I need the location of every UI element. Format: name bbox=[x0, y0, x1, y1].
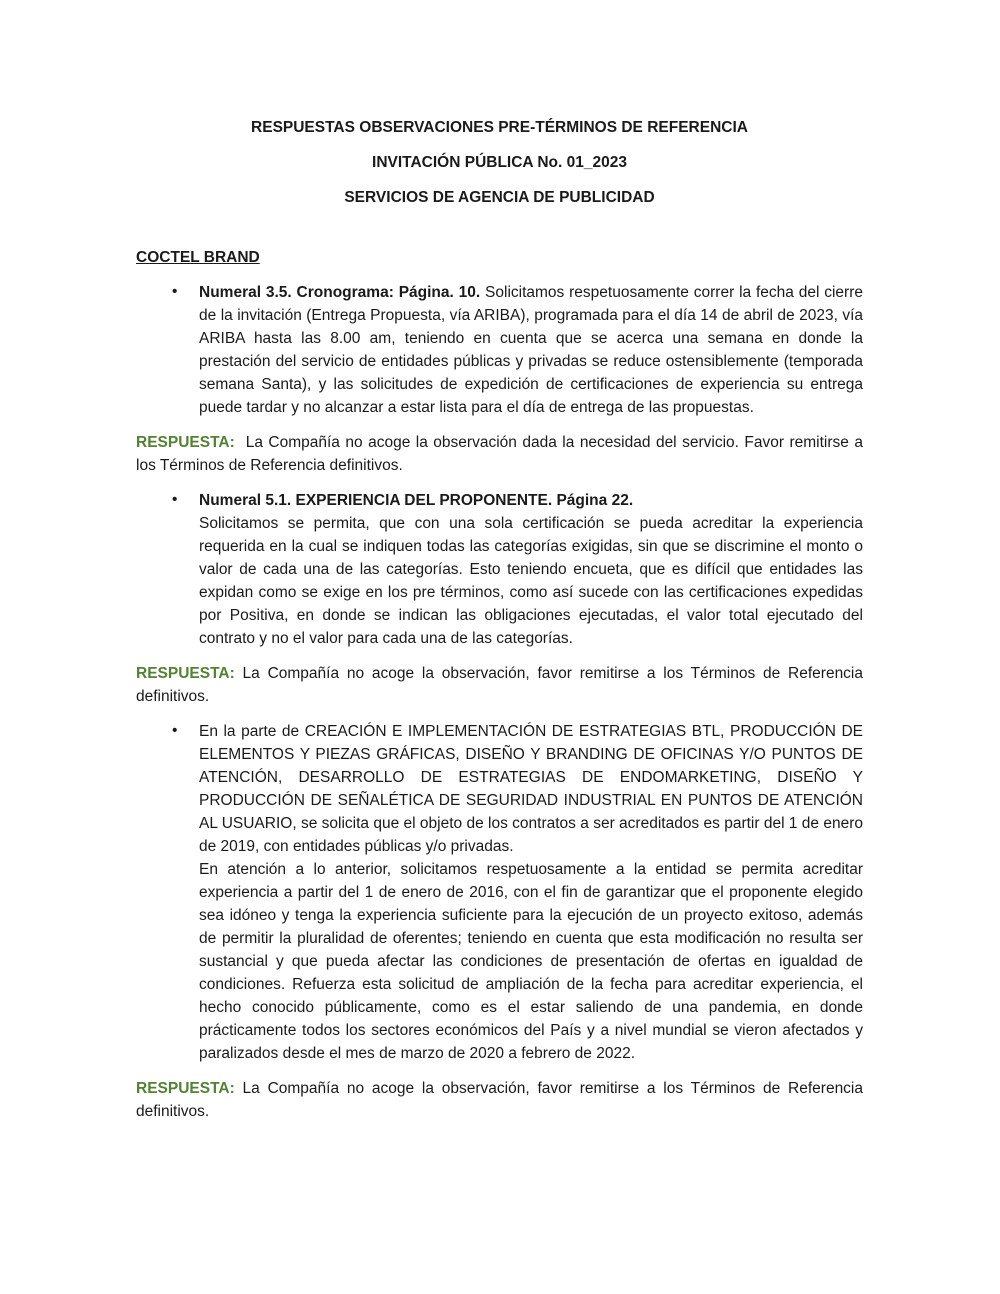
response-1-body: La Compañía no acoge la observación dada la necesidad del servicio. Favor remitirse a los Términos de Referencia definitivos. bbox=[136, 434, 863, 474]
document-header bbox=[136, 116, 863, 209]
bullet-icon: • bbox=[172, 722, 178, 739]
observation-item-3 bbox=[136, 720, 863, 1065]
observation-3-body-part-2: En atención a lo anterior, solicitamos respetuosamente a la entidad se permita acreditar experiencia a partir del 1 de enero de 2016, con el fin de garantizar que el proponente elegido sea idóneo y tenga la experiencia suficiente para la ejecución de un proyecto exitoso, además de permitir la pluralidad de oferentes; teniendo en cuenta que esta modificación no resulta ser sustancial y que pueda afectar las condiciones de presentación de ofertas en igualdad de condiciones. Refuerza esta solicitud de ampliación de la fecha para acreditar experiencia, el hecho conocido públicamente, como es el estar saliendo de una pandemia, en donde prácticamente todos los sectores económicos del País y a nivel mundial se vieron afectados y paralizados desde el mes de marzo de 2020 a febrero de 2022. bbox=[199, 861, 863, 1062]
response-2-label: RESPUESTA: bbox=[136, 665, 235, 682]
observation-2-body: Solicitamos se permita, que con una sola certificación se pueda acreditar la experiencia requerida en la cual se indiquen todas las categorías exigidas, sin que se discrimine el monto o valor de cada una de las categorías. Esto teniendo encueta, que es difícil que entidades las expidan como se exige en los pre términos, como así sucede con las certificaciones expedidas por Positiva, en donde se indican las obligaciones ejecutadas, el valor total ejecutado del contrato y no el valor para cada una de las categorías. bbox=[199, 515, 863, 647]
observation-1-lead: Numeral 3.5. Cronograma: Página. 10. bbox=[199, 284, 481, 301]
section-heading: COCTEL BRAND bbox=[136, 249, 260, 266]
response-3 bbox=[136, 1077, 863, 1123]
bullet-icon: • bbox=[172, 283, 178, 300]
observation-3-paragraph bbox=[199, 720, 863, 1065]
response-3-label: RESPUESTA: bbox=[136, 1080, 235, 1097]
response-2-body: La Compañía no acoge la observación, favor remitirse a los Términos de Referencia definitivos. bbox=[136, 665, 863, 705]
document-title-line-1: RESPUESTAS OBSERVACIONES PRE-TÉRMINOS DE REFERENCIA bbox=[251, 119, 748, 136]
document-title-line-3: SERVICIOS DE AGENCIA DE PUBLICIDAD bbox=[344, 189, 655, 206]
section-heading-row bbox=[136, 246, 863, 269]
response-1-label: RESPUESTA: bbox=[136, 434, 235, 451]
response-2 bbox=[136, 662, 863, 708]
document-title-line-2: INVITACIÓN PÚBLICA No. 01_2023 bbox=[372, 154, 627, 171]
response-3-body: La Compañía no acoge la observación, favor remitirse a los Términos de Referencia definitivos. bbox=[136, 1080, 863, 1120]
observation-item-1 bbox=[136, 281, 863, 419]
bullet-icon: • bbox=[172, 491, 178, 508]
observation-1-body: Solicitamos respetuosamente correr la fecha del cierre de la invitación (Entrega Propuesta, vía ARIBA), programada para el día 14 de abril de 2023, vía ARIBA hasta las 8.00 am, teniendo en cuenta que se acerca una semana en donde la prestación del servicio de entidades públicas y privadas se reduce ostensiblemente (temporada semana Santa), y las solicitudes de expedición de certificaciones de experiencia su entrega puede tardar y no alcanzar a estar lista para el día de entrega de las propuestas. bbox=[199, 284, 863, 416]
observation-2-heading: Numeral 5.1. EXPERIENCIA DEL PROPONENTE. Página 22. bbox=[199, 492, 634, 509]
observation-item-2 bbox=[136, 489, 863, 650]
observation-3-body-part-1: En la parte de CREACIÓN E IMPLEMENTACIÓN DE ESTRATEGIAS BTL, PRODUCCIÓN DE ELEMENTOS Y PIEZAS GRÁFICAS, DISEÑO Y BRANDING DE OFICINAS Y/O PUNTOS DE ATENCIÓN, DESARROLLO DE ESTRATEGIAS DE ENDOMARKETING, DISEÑO Y PRODUCCIÓN DE SEÑALÉTICA DE SEGURIDAD INDUSTRIAL EN PUNTOS DE ATENCIÓN AL USUARIO, se solicita que el objeto de los contratos a ser acreditados es partir del 1 de enero de 2019, con entidades públicas y/o privadas. bbox=[199, 723, 863, 855]
response-1 bbox=[136, 431, 863, 477]
observation-2-paragraph bbox=[199, 489, 863, 650]
observation-1-paragraph bbox=[199, 281, 863, 419]
